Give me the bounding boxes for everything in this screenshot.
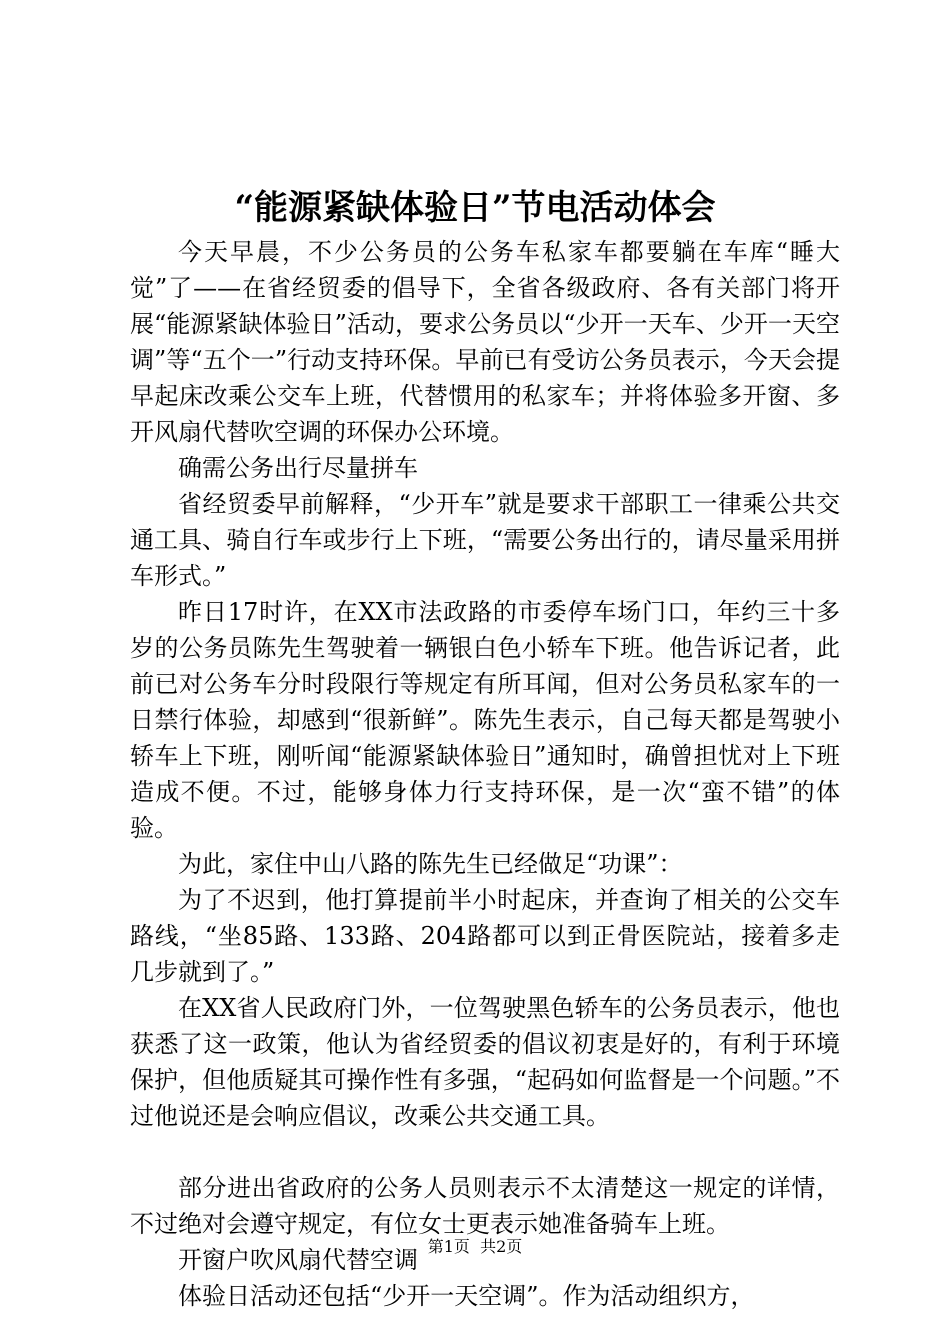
subheading-window-fan: 开窗户吹风扇代替空调 — [178, 1246, 418, 1274]
paragraph-black-car: 在XX省人民政府门外，一位驾驶黑色轿车的公务员表示，他也获悉了这一政策，他认为省经贸委的倡议初衷是好的，有利于环境保护，但他质疑其可操作性有多强，“起码如何监督是一个问题。”不过他说还是会响应倡议，改乘公共交通工具。 — [130, 994, 840, 1130]
document-body — [130, 234, 840, 1314]
paragraph-officials: 部分进出省政府的公务人员则表示不太清楚这一规定的详情，不过绝对会遵守规定，有位女士更表示她准备骑车上班。 — [130, 1174, 840, 1238]
subheading-carpool: 确需公务出行尽量拼车 — [178, 454, 418, 482]
paragraph-gap — [130, 1134, 840, 1170]
page-number-footer: 第1页 共2页 — [427, 1237, 523, 1256]
document-title: “能源紧缺体验日”节电活动体会 — [234, 188, 716, 228]
paragraph-intro: 今天早晨，不少公务员的公务车私家车都要躺在车库“睡大觉”了——在省经贸委的倡导下，全省各级政府、各有关部门将开展“能源紧缺体验日”活动，要求公务员以“少开一天车、少开一天空调”等“五个一”行动支持环保。早前已有受访公务员表示，今天会提早起床改乘公交车上班，代替惯用的私家车；并将体验多开窗、多开风扇代替吹空调的环保办公环境。 — [130, 238, 840, 446]
paragraph-mr-chen: 昨日17时许，在XX市法政路的市委停车场门口，年约三十多岁的公务员陈先生驾驶着一辆银白色小轿车下班。他告诉记者，此前已对公务车分时段限行等规定有所耳闻，但对公务员私家车的一日禁行体验，却感到“很新鲜”。陈先生表示，自己每天都是驾驶小轿车上下班，刚听闻“能源紧缺体验日”通知时，确曾担忧对上下班造成不便。不过，能够身体力行支持环保，是一次“蛮不错”的体验。 — [130, 598, 840, 842]
paragraph-bus-route: 为了不迟到，他打算提前半小时起床，并查询了相关的公交车路线，“坐85路、133路、204路都可以到正骨医院站，接着多走几步就到了。” — [130, 886, 840, 986]
paragraph-air-conditioning: 体验日活动还包括“少开一天空调”。作为活动组织方， — [178, 1282, 755, 1310]
paragraph-explanation: 省经贸委早前解释，“少开车”就是要求干部职工一律乘公共交通工具、骑自行车或步行上下班，“需要公务出行的，请尽量采用拼车形式。” — [130, 490, 840, 590]
paragraph-homework: 为此，家住中山八路的陈先生已经做足“功课”： — [178, 850, 683, 878]
